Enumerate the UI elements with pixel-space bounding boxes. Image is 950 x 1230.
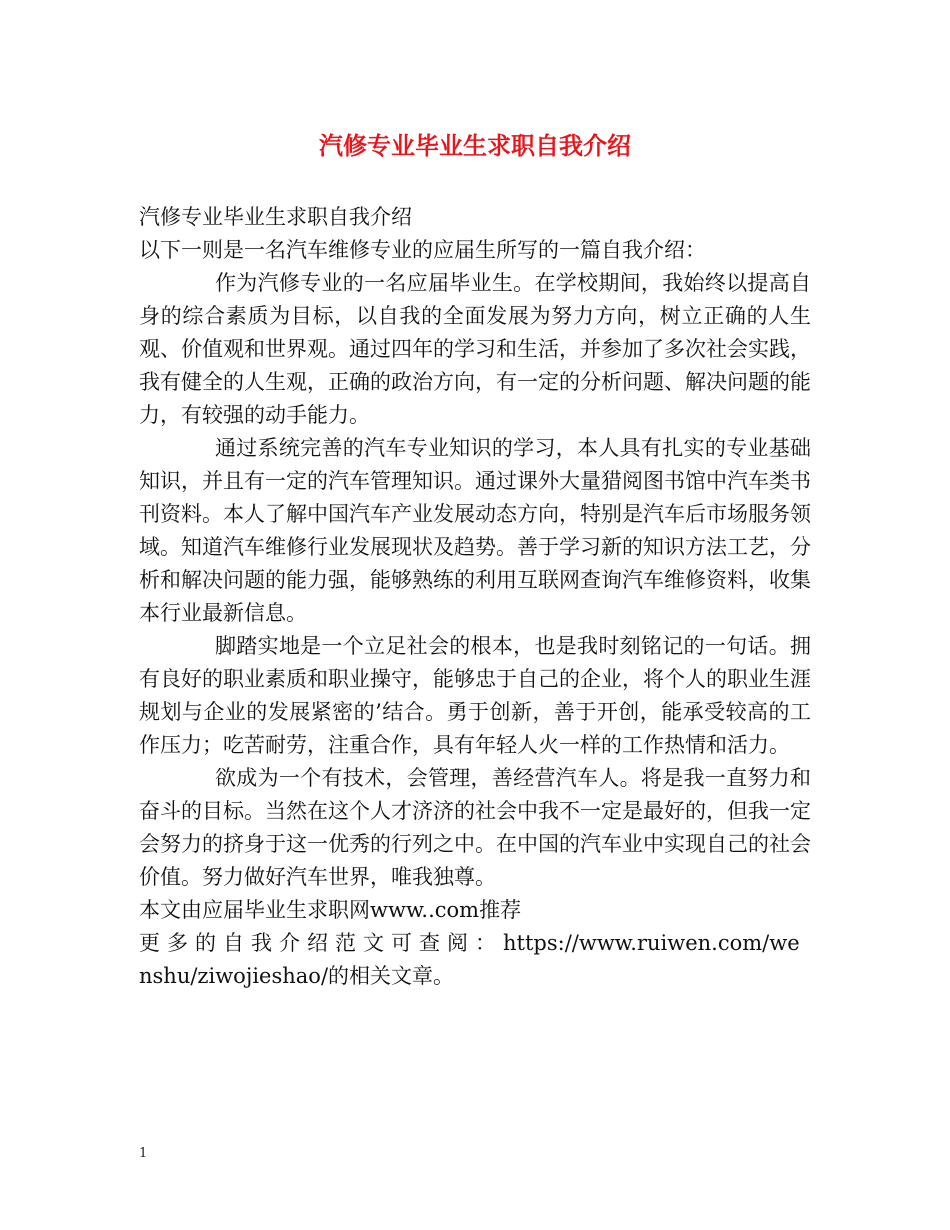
more-url: https://www.ruiwen.com/wenshu/ziwojieshao/ (139, 931, 800, 988)
paragraph-2: 通过系统完善的汽车专业知识的学习，本人具有扎实的专业基础知识，并且有一定的汽车管理知识。通过课外大量猎阅图书馆中汽车类书刊资料。本人了解中国汽车产业发展动态方向，特别是汽车后市场服务领域。知道汽车维修行业发展现状及趋势。善于学习新的知识方法工艺，分析和解决问题的能力强，能够熟练的利用互联网查询汽车维修资料，收集本行业最新信息。 (139, 436, 811, 625)
intro-line: 以下一则是一名汽车维修专业的应届生所写的一篇自我介绍： (139, 238, 706, 262)
paragraph-1: 作为汽修专业的一名应届毕业生。在学校期间，我始终以提高自身的综合素质为目标，以自我的全面发展为努力方向，树立正确的人生观、价值观和世界观。通过四年的学习和生活，并参加了多次社会实践，我有健全的人生观，正确的政治方向，有一定的分析问题、解决问题的能力，有较强的动手能力。 (139, 271, 811, 427)
document-body (139, 201, 811, 993)
paragraph-3: 脚踏实地是一个立足社会的根本，也是我时刻铭记的一句话。拥有良好的职业素质和职业操守，能够忠于自己的企业，将个人的职业生涯规划与企业的发展紧密的’结合。勇于创新，善于开创，能承受较高的工作压力；吃苦耐劳，注重合作，具有年轻人火一样的工作热情和活力。 (139, 634, 811, 757)
source-line: 本文由应届毕业生求职网www..com推荐 (139, 898, 522, 922)
document-title: 汽修专业毕业生求职自我介绍 (319, 131, 631, 160)
heading-line: 汽修专业毕业生求职自我介绍 (139, 205, 412, 229)
paragraph-4: 欲成为一个有技术，会管理，善经营汽车人。将是我一直努力和奋斗的目标。当然在这个人才济济的社会中我不一定是最好的，但我一定会努力的挤身于这一优秀的行列之中。在中国的汽车业中实现自己的社会价值。努力做好汽车世界，唯我独尊。 (139, 766, 811, 889)
more-articles-line (139, 927, 811, 993)
more-prefix: 更多的自我介绍范文可查阅： (139, 931, 503, 955)
page-number: 1 (139, 1146, 148, 1161)
more-suffix: 的相关文章。 (328, 964, 455, 988)
